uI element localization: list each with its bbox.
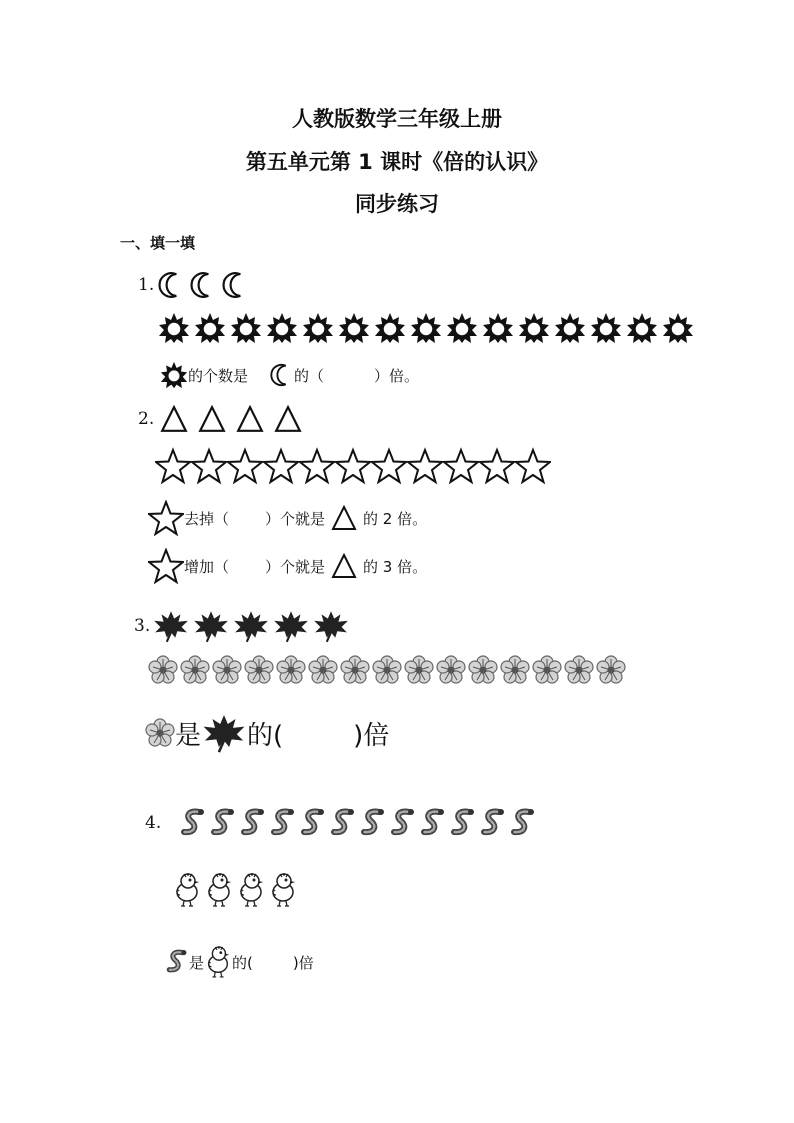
- flower-icon: [596, 655, 626, 685]
- chick-icon: [204, 945, 232, 979]
- star-icon: [479, 447, 515, 485]
- problem-1-header: [138, 270, 250, 300]
- chick-icon: [268, 872, 298, 908]
- caterpillar-icon: [359, 808, 387, 838]
- sun-icon: [230, 311, 262, 345]
- triangle-icon: [274, 405, 302, 433]
- crescent-moon-icon: [158, 270, 186, 300]
- q1-text-2: 的（: [294, 366, 325, 385]
- leaf-group: [152, 608, 350, 644]
- sun-icon: [518, 311, 550, 345]
- sun-icon: [590, 311, 622, 345]
- flower-icon: [404, 655, 434, 685]
- flower-icon: [180, 655, 210, 685]
- star-icon: [227, 447, 263, 485]
- sun-icon: [482, 311, 514, 345]
- maple-leaf-icon: [312, 608, 350, 644]
- flower-icon: [145, 718, 175, 748]
- flower-icon: [308, 655, 338, 685]
- star-group: [155, 447, 551, 485]
- star-icon: [299, 447, 335, 485]
- maple-leaf-icon: [192, 608, 230, 644]
- chick-icon: [236, 872, 266, 908]
- sun-icon: [302, 311, 334, 345]
- caterpillar-group: [179, 808, 537, 838]
- flower-icon: [244, 655, 274, 685]
- triangle-icon: [331, 505, 357, 531]
- problem-2-header: [138, 405, 302, 433]
- q3-text-1: 是: [175, 720, 202, 751]
- flower-icon: [276, 655, 306, 685]
- caterpillar-icon: [419, 808, 447, 838]
- sun-icon: [626, 311, 658, 345]
- q3-text-2: 的(: [247, 720, 284, 751]
- caterpillar-icon: [209, 808, 237, 838]
- star-icon: [148, 548, 184, 584]
- caterpillar-icon: [239, 808, 267, 838]
- caterpillar-icon: [299, 808, 327, 838]
- caterpillar-icon: [509, 808, 537, 838]
- q2a-text-1: 去掉（: [184, 509, 230, 528]
- q1-text-3: ）倍。: [374, 366, 420, 385]
- crescent-moon-icon: [190, 270, 218, 300]
- sun-icon: [158, 311, 190, 345]
- sun-group: [158, 311, 694, 345]
- q4-text-2: 的(: [232, 953, 253, 972]
- star-icon: [407, 447, 443, 485]
- section-heading: 一、填一填: [120, 234, 196, 252]
- flower-icon: [532, 655, 562, 685]
- problem-4-question: [165, 945, 314, 979]
- problem-2-number: 2.: [138, 409, 155, 429]
- flower-group: [148, 655, 626, 685]
- triangle-icon: [160, 405, 188, 433]
- problem-3-header: [134, 608, 350, 644]
- star-icon: [515, 447, 551, 485]
- sun-icon: [410, 311, 442, 345]
- q2b-text-1: 增加（: [184, 557, 230, 576]
- sun-icon: [338, 311, 370, 345]
- caterpillar-icon: [389, 808, 417, 838]
- triangle-icon: [331, 553, 357, 579]
- flower-icon: [372, 655, 402, 685]
- star-icon: [335, 447, 371, 485]
- problem-4-number: 4.: [145, 813, 162, 833]
- maple-leaf-icon: [272, 608, 310, 644]
- star-icon: [263, 447, 299, 485]
- caterpillar-icon: [479, 808, 507, 838]
- q2a-text-2: ）个就是: [265, 509, 326, 528]
- maple-leaf-icon: [201, 712, 247, 754]
- chick-icon: [204, 872, 234, 908]
- q1-text-1: 的个数是: [188, 366, 249, 385]
- problem-1-question: [160, 360, 419, 390]
- triangle-icon: [198, 405, 226, 433]
- problem-3-number: 3.: [134, 616, 151, 636]
- title-line-1: 人教版数学三年级上册: [292, 107, 502, 131]
- flower-icon: [468, 655, 498, 685]
- sun-icon: [662, 311, 694, 345]
- caterpillar-icon: [179, 808, 207, 838]
- problem-1-number: 1.: [138, 275, 155, 295]
- crescent-moon-icon: [270, 362, 294, 388]
- flower-icon: [212, 655, 242, 685]
- caterpillar-icon: [329, 808, 357, 838]
- sun-icon: [446, 311, 478, 345]
- flower-icon: [436, 655, 466, 685]
- star-icon: [191, 447, 227, 485]
- sun-icon: [266, 311, 298, 345]
- triangle-icon: [236, 405, 264, 433]
- q2b-text-3: 的 3 倍。: [363, 557, 428, 576]
- sun-icon: [374, 311, 406, 345]
- chick-icon: [172, 872, 202, 908]
- problem-2-question-b: [148, 548, 427, 584]
- chick-group: [172, 872, 298, 908]
- flower-icon: [564, 655, 594, 685]
- title-line-2: 第五单元第 1 课时《倍的认识》: [245, 150, 549, 174]
- q4-text-3: )倍: [292, 953, 314, 972]
- sun-icon: [194, 311, 226, 345]
- star-icon: [443, 447, 479, 485]
- sun-icon: [160, 360, 188, 390]
- q2b-text-2: ）个就是: [265, 557, 326, 576]
- triangle-group: [160, 405, 302, 433]
- q4-text-1: 是: [189, 953, 205, 972]
- problem-3-question: [145, 712, 389, 754]
- sun-icon: [554, 311, 586, 345]
- star-icon: [148, 500, 184, 536]
- flower-icon: [340, 655, 370, 685]
- maple-leaf-icon: [152, 608, 190, 644]
- problem-2-question-a: [148, 500, 427, 536]
- caterpillar-icon: [449, 808, 477, 838]
- q3-text-3: )倍: [353, 720, 390, 751]
- flower-icon: [148, 655, 178, 685]
- moon-group: [158, 270, 250, 300]
- title-line-3: 同步练习: [355, 192, 439, 216]
- problem-4-header: [145, 808, 537, 838]
- caterpillar-icon: [165, 949, 189, 975]
- crescent-moon-icon: [222, 270, 250, 300]
- star-icon: [371, 447, 407, 485]
- caterpillar-icon: [269, 808, 297, 838]
- flower-icon: [500, 655, 530, 685]
- q2a-text-3: 的 2 倍。: [363, 509, 428, 528]
- maple-leaf-icon: [232, 608, 270, 644]
- star-icon: [155, 447, 191, 485]
